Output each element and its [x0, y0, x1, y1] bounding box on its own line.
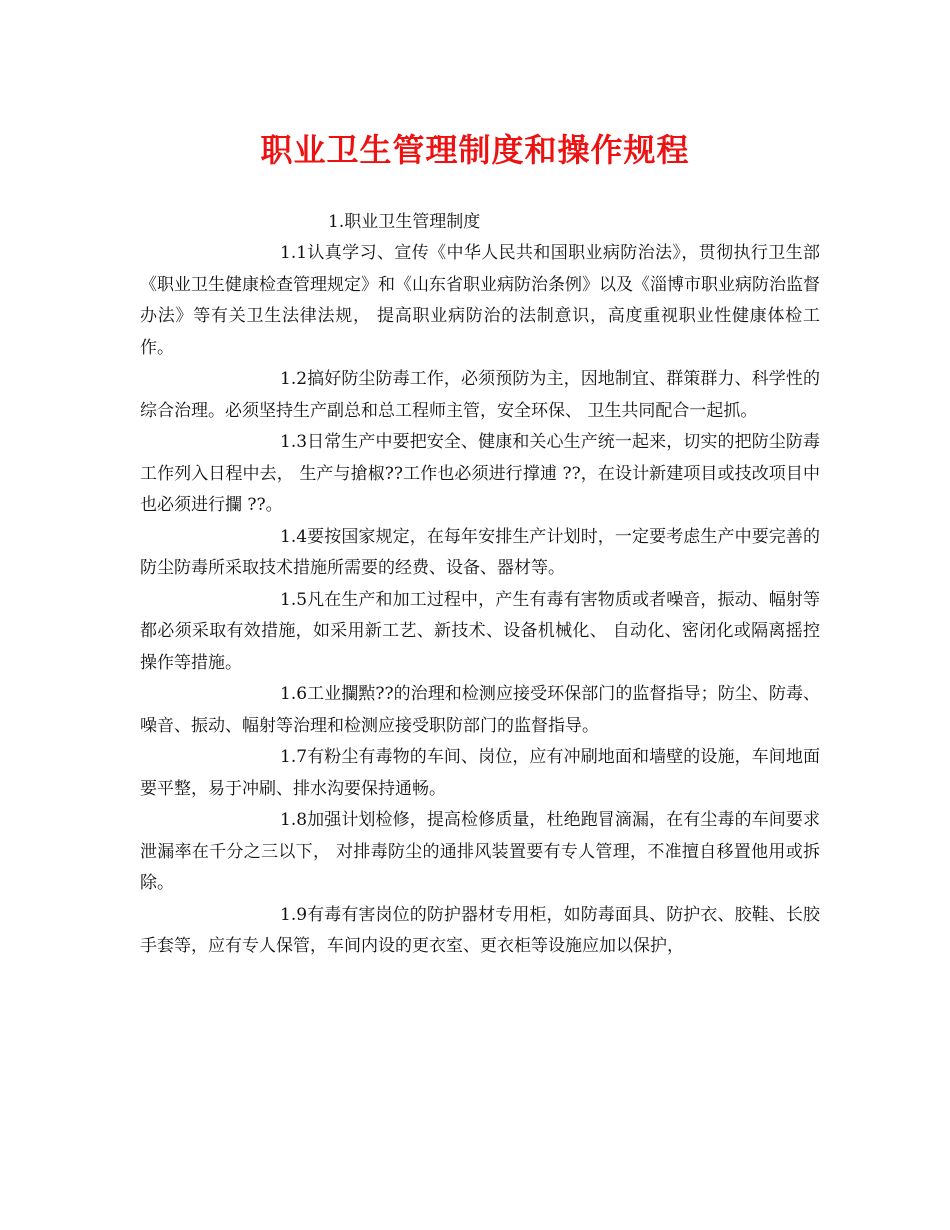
paragraph-1-5: 1.5凡在生产和加工过程中，产生有毒有害物质或者噪音，振动、幅射等都必须采取有效措施，如采用新工艺、新技术、设备机械化、 自动化、密闭化或隔离摇控操作等措施。	[140, 589, 820, 673]
paragraph-1-4: 1.4要按国家规定，在每年安排生产计划时，一定要考虑生产中要完善的防尘防毒所采取技术措施所需要的经费、设备、器材等。	[140, 526, 820, 578]
paragraph-1-3: 1.3日常生产中要把安全、健康和关心生产统一起来，切实的把防尘防毒工作列入日程中去， 生产与搶椒??工作也必须进行撑逋 ??，在设计新建项目或技改项目中也必须进行攔 ??。	[140, 432, 820, 515]
document-body	[140, 238, 820, 963]
paragraph-1-6: 1.6工业攔㸃??的治理和检测应接受环保部门的监督指导；防尘、防毒、噪音、振动、幅射等治理和检测应接受职防部门的监督指导。	[140, 684, 820, 736]
paragraph-1-9: 1.9有毒有害岗位的防护器材专用柜，如防毒面具、防护衣、胶鞋、长胶手套等，应有专人保管，车间内设的更衣室、更衣柜等设施应加以保护，	[140, 904, 820, 956]
paragraph-1-8: 1.8加强计划检修，提高检修质量，杜绝跑冒滴漏，在有尘毒的车间要求泄漏率在千分之三以下， 对排毒防尘的通排风装置要有专人管理，不准擅自移置他用或拆除。	[140, 810, 820, 893]
document-title: 职业卫生管理制度和操作规程	[260, 131, 690, 169]
section-heading: 1.职业卫生管理制度	[328, 212, 481, 232]
paragraph-1-7: 1.7有粉尘有毒物的车间、岗位，应有冲刷地面和墙壁的设施，车间地面要平整，易于冲刷、排水沟要保持通畅。	[140, 747, 820, 799]
paragraph-1-1: 1.1认真学习、宣传《中华人民共和国职业病防治法》，贯彻执行卫生部《职业卫生健康检查管理规定》和《山东省职业病防治条例》以及《淄博市职业病防治监督办法》等有关卫生法律法规， 提高职业病防治的法制意识，高度重视职业性健康体检工作。	[140, 243, 820, 358]
paragraph-1-2: 1.2搞好防尘防毒工作，必须预防为主，因地制宜、群策群力、科学性的综合治理。必须坚持生产副总和总工程师主管，安全环保、 卫生共同配合一起抓。	[140, 369, 820, 421]
